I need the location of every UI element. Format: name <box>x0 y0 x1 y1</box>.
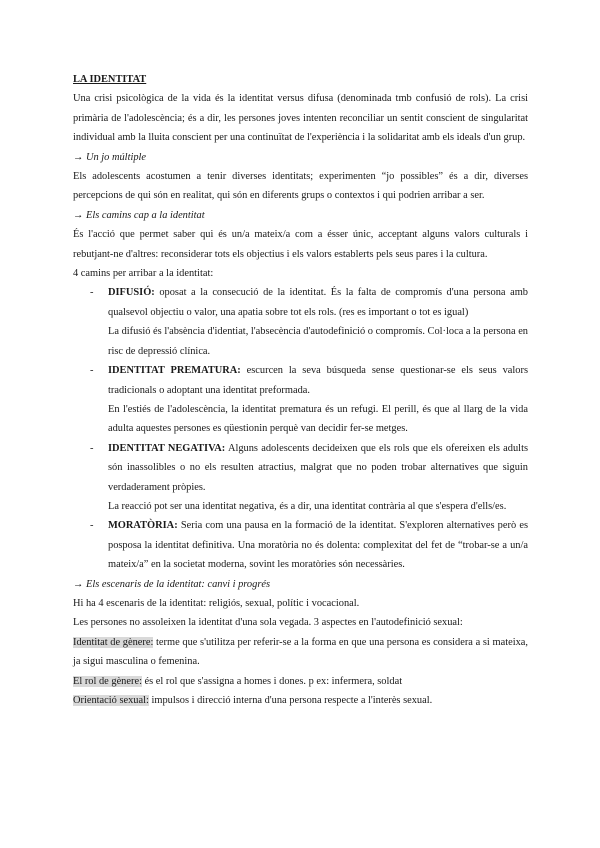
list-item <box>73 283 528 361</box>
aspect-label-highlighted: Orientació sexual: <box>73 695 149 706</box>
aspect-label-highlighted: Identitat de gènere: <box>73 636 154 648</box>
arrow-right-icon: → <box>73 151 84 163</box>
arrow-right-icon: → <box>73 209 84 221</box>
list-item-text <box>108 439 528 497</box>
camins-count-line: 4 camins per arribar a la identitat: <box>73 268 214 280</box>
list-item-text <box>108 516 528 574</box>
escenaris-line-2: Les persones no assoleixen la identitat d'una sola vegada. 3 aspectes en l'autodefinició sexual: <box>73 617 463 629</box>
list-item <box>73 516 528 574</box>
aspect-text: és el rol que s'assigna a homes i dones. p ex: infermera, soldat <box>141 675 403 687</box>
list-item <box>73 439 528 517</box>
section-heading-text: Els escenaris de la identitat: canvi i progrés <box>86 578 271 590</box>
camins-paragraph: És l'acció que permet saber qui és un/a mateix/a com a ésser únic, acceptant alguns valors culturals i rebutjant-ne d'altres: reconsiderar tots els objectius i els valors establerts pels seus pares i la cultura. <box>73 229 528 260</box>
list-item-text <box>108 283 528 322</box>
list-item <box>73 361 528 439</box>
list-item-body: Alguns adolescents decideixen que els rols que els ofereixen els adults són inassolibles o no els resulten atractius, malgrat que no poden trobar alternatives que siguin verdaderament pròpies. <box>108 442 528 493</box>
dash-bullet: - <box>90 520 94 532</box>
aspect-item <box>73 691 528 710</box>
list-item-term: DIFUSIÓ: <box>108 287 155 299</box>
list-item-term: MORATÒRIA: <box>108 520 178 532</box>
section-heading-escenaris <box>73 575 528 594</box>
camins-list <box>73 283 528 574</box>
aspect-text: impulsos i direcció interna d'una persona respecte a l'interès sexual. <box>148 695 433 706</box>
aspect-item <box>73 633 528 672</box>
list-item-extra: La reacció pot ser una identitat negativa, és a dir, una identitat contrària al que s'espera d'ells/es. <box>108 500 507 512</box>
list-item-extra: La difusió és l'absència d'identiat, l'absecència d'autodefinició o compromís. Col·loca a la persona en risc de depressió clínica. <box>108 326 528 357</box>
list-item-term: IDENTITAT PREMATURA: <box>108 365 241 377</box>
section-heading-text: Els camins cap a la identitat <box>86 209 205 221</box>
document-page <box>73 70 528 710</box>
list-item-body: oposat a la consecució de la identitat. És la falta de compromís d'una persona amb qualsevol objectiu o valor, una apatia sobre tot els rols. (res es important o tot es igual) <box>108 287 528 318</box>
section-heading-jo-multiple <box>73 148 528 167</box>
arrow-right-icon: → <box>73 578 84 590</box>
list-item-text <box>108 361 528 400</box>
list-item-extra: En l'estiés de l'adolescència, la identitat prematura és un refugi. El perill, és que al llarg de la vida adulta aquestes persones es qüestionin perquè van decidir fer-se metges. <box>108 403 528 435</box>
dash-bullet: - <box>90 287 94 299</box>
section-heading-camins <box>73 206 528 225</box>
intro-paragraph: Una crisi psicològica de la vida és la identitat versus difusa (denominada tmb confusió de rols). La crisi primària de l'adolescència; és a dir, les persones joves intenten reconciliar un sentit conscient de singularitat individual amb la lluita conscient per una continuïtat de l'experiència i la solidaritat amb els ideals d'un grup. <box>73 93 528 144</box>
aspect-item <box>73 672 528 691</box>
aspect-text: terme que s'utilitza per referir-se a la forma en que una persona es considera a si mateixa, ja sigui masculina o femenina. <box>73 636 528 668</box>
list-item-term: IDENTITAT NEGATIVA: <box>108 442 226 454</box>
aspect-label-highlighted: El rol de gènere: <box>73 675 142 687</box>
section-heading-text: Un jo múltiple <box>86 151 147 163</box>
escenaris-line-1: Hi ha 4 escenaris de la identitat: religiós, sexual, polític i vocacional. <box>73 597 360 609</box>
dash-bullet: - <box>90 365 94 377</box>
list-item-body: Seria com una pausa en la formació de la identitat. S'exploren alternatives però es posposa la identitat definitiva. Una moratòria no és dolenta: complexitat del fet de “trobar-se a un/a mateix/a” en la societat moderna, sovint les moratòries són necessàries. <box>108 520 528 571</box>
jo-multiple-paragraph: Els adolescents acostumen a tenir diverses identitats; experimenten “jo possibles” és a dir, diverses percepcions de qui són en realitat, qui són en diferents grups o contextos i qui podrien arribar a ser. <box>73 171 528 202</box>
list-item-body: escurcen la seva búsqueda sense questionar-se els seus valors tradicionals o adoptant una identitat preformada. <box>108 365 528 396</box>
dash-bullet: - <box>90 442 94 454</box>
document-title: LA IDENTITAT <box>73 74 147 85</box>
